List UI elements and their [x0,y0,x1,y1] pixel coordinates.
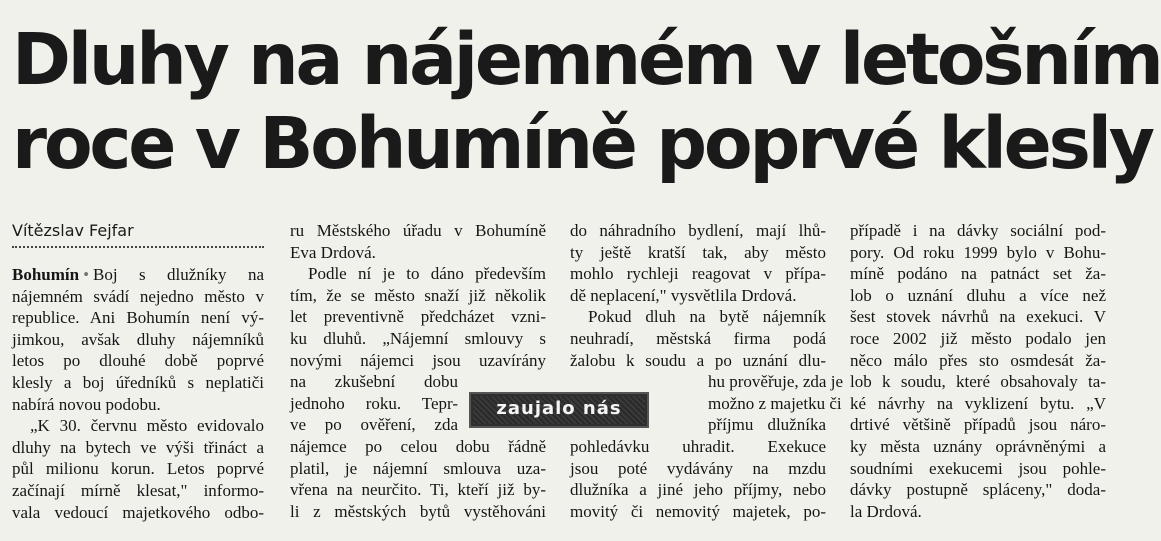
article-headline [12,18,1161,186]
headline-line-2: roce v Bohumíně poprvé klesly [12,102,1152,185]
text-line: dávky postupně spláceny," doda- [850,480,1106,500]
text-line: vala vedoucí majetkového odbo- [12,502,264,522]
text-line: let preventivně předcházet vzni- [290,307,546,327]
text-line: Eva Drdová. [290,242,376,262]
text-line: možno z majetku či [708,393,842,413]
text-line: letos po dlouhé době poprvé [12,351,264,371]
text-line: soudními exekucemi jsou pohle- [850,458,1106,478]
article-column-1 [12,264,264,523]
text-line: něco málo přes sto osmdesát ža- [850,350,1106,370]
article-column-4 [850,220,1106,522]
text-line: la Drdová. [850,501,922,521]
text-line: ku dluhů. „Nájemní smlouvy s [290,328,546,348]
text-line: dě neplacení," vysvětlila Drdová. [570,285,797,305]
text-line: dluhy na bytech ve výši třináct a [12,437,264,457]
text-line: Podle ní je to dáno především [308,264,546,284]
text-line: příjmu dlužníka [708,415,826,435]
article-column-2 [290,220,546,522]
text-line: jimkou, avšak dluhy nájemníků [12,329,264,349]
text-line: míně podáno na patnáct set ža- [850,264,1106,284]
text-line: dlužníka a jiné jeho příjmy, nebo [570,480,826,500]
text-line: klesly a boj úředníků s neplatiči [12,372,264,392]
text-line: lob k soudu, které obsahovaly ta- [850,372,1106,392]
text-line: roce 2002 již město podalo jen [850,328,1106,348]
text-line: republice. Ani Bohumín není vý- [12,308,264,328]
text-line: tím, že se město snaží již několik [290,285,546,305]
text-line: Boj s dlužníky na [93,265,264,284]
text-line: pohledávku uhradit. Exekuce [570,436,826,456]
text-line: ky města uznány oprávněnými a [850,436,1106,456]
text-line: lob o uznání dluhu a více než [850,285,1106,305]
text-line: ve po ověření, zda [290,415,458,435]
text-line: jsou poté vydávány na mzdu [570,458,826,478]
text-line: movitý či nemovitý majetek, po- [570,501,826,521]
text-line: li z městských bytů vystěhováni [290,501,546,521]
text-line: neuhradí, městská firma podá [570,328,826,348]
zaujalo-nas-badge [469,392,649,428]
text-line [12,264,264,286]
text-line: půl milionu korun. Letos poprvé [12,459,264,479]
text-line: žalobu k soudu a po uznání dlu- [570,350,826,370]
text-line: začínají mírně klesat," informo- [12,480,264,500]
text-line: jednoho roku. Tepr- [290,393,458,413]
author-byline: Vítězslav Fejfar [12,220,264,248]
dateline: Bohumín [12,265,80,284]
text-line: „K 30. červnu město evidovalo [30,416,264,436]
text-line: na zkušební dobu [290,372,458,392]
text-line: případě i na dávky sociální pod- [850,221,1106,240]
text-line: nájemném svádí nejedno město v [12,286,264,306]
article-column-3 [570,220,843,522]
text-line: vřena na neurčito. Ti, kteří již by- [290,480,546,500]
badge-label: zaujalo nás [496,398,622,419]
text-line: Pokud dluh na bytě nájemník [588,307,826,327]
text-line: nájemce po celou dobu řádně [290,436,546,456]
text-line: do náhradního bydlení, mají lhů- [570,221,826,240]
text-line: mohlo rychleji reagovat v přípa- [570,264,826,284]
text-line: šest stovek návrhů na exekuci. V [850,307,1106,327]
headline-line-1: Dluhy na nájemném v letošním [12,18,1161,101]
text-line: pory. Od roku 1999 bylo v Bohu- [850,242,1106,262]
text-line: novými nájemci jsou uzavírány [290,350,546,370]
text-line: ty ještě kratší tak, aby město [570,242,826,262]
bullet-separator: • [83,265,90,284]
text-line: nabírá novou podobu. [12,394,161,414]
text-line: drtivé většině případů jsou náro- [850,415,1106,435]
text-line: ké návrhy na vyklizení bytu. „V [850,393,1106,413]
text-line: ru Městského úřadu v Bohumíně [290,221,546,240]
text-line: hu prověřuje, zda je [708,372,843,392]
text-line: platil, je nájemní smlouva uza- [290,458,546,478]
